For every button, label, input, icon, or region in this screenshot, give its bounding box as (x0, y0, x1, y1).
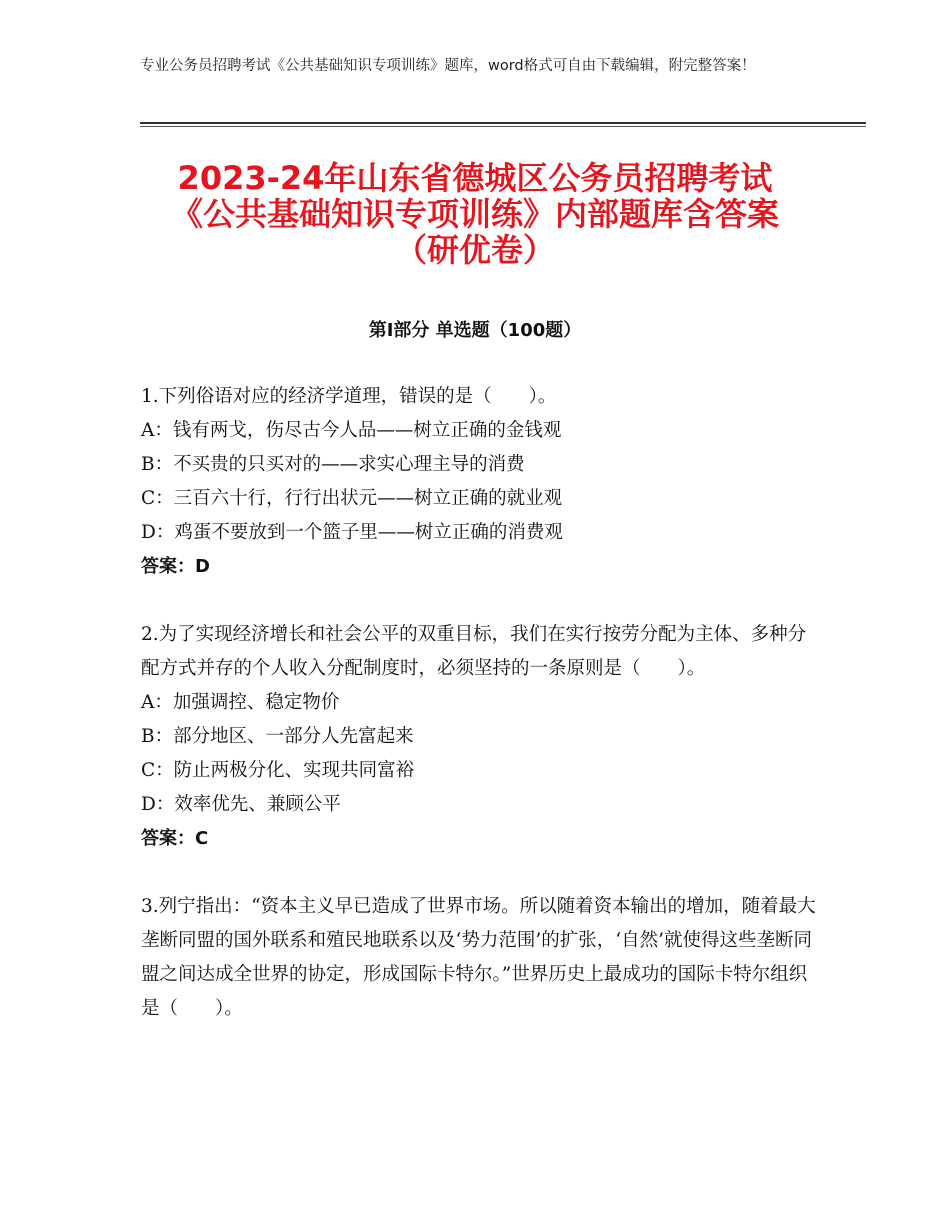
question-text: 1.下列俗语对应的经济学道理，错误的是（ ）。 (141, 386, 557, 407)
header-divider-thin (140, 126, 866, 127)
header-note: 专业公务员招聘考试《公共基础知识专项训练》题库，word格式可自由下载编辑，附完整答案！ (140, 58, 756, 74)
option-d: D：效率优先、兼顾公平 (141, 794, 341, 815)
question-2 (141, 618, 821, 856)
question-text: 3.列宁指出：“资本主义早已造成了世界市场。所以随着资本输出的增加，随着最大垄断同盟的国外联系和殖民地联系以及‘势力范围’的扩张，‘自然’就使得这些垄断同盟之间达成全世界的协定，形成国际卡特尔。”世界历史上最成功的国际卡特尔组织是（ ）。 (141, 896, 816, 1019)
option-b: B：部分地区、一部分人先富起来 (141, 726, 414, 747)
answer: 答案：C (141, 828, 209, 849)
question-list (141, 380, 821, 1026)
title-line-3: （研优卷） (394, 231, 555, 269)
header-divider-thick (140, 122, 866, 124)
option-a: A：加强调控、稳定物价 (141, 692, 340, 713)
option-a: A：钱有两戈，伤尽古今人品——树立正确的金钱观 (141, 420, 562, 441)
section-title: 第Ⅰ部分 单选题（100题） (368, 320, 582, 341)
question-text: 2.为了实现经济增长和社会公平的双重目标，我们在实行按劳分配为主体、多种分配方式并存的个人收入分配制度时，必须坚持的一条原则是（ ）。 (141, 624, 807, 679)
option-c: C：防止两极分化、实现共同富裕 (141, 760, 415, 781)
title-line-1: 2023-24年山东省德城区公务员招聘考试 (177, 159, 773, 197)
option-b: B：不买贵的只买对的——求实心理主导的消费 (141, 454, 525, 475)
answer: 答案：D (141, 556, 210, 577)
option-c: C：三百六十行，行行出状元——树立正确的就业观 (141, 488, 563, 509)
question-1 (141, 380, 821, 584)
title-line-2: 《公共基础知识专项训练》内部题库含答案 (170, 195, 779, 233)
document-title (100, 160, 850, 268)
question-3 (141, 890, 821, 1026)
option-d: D：鸡蛋不要放到一个篮子里——树立正确的消费观 (141, 522, 563, 543)
